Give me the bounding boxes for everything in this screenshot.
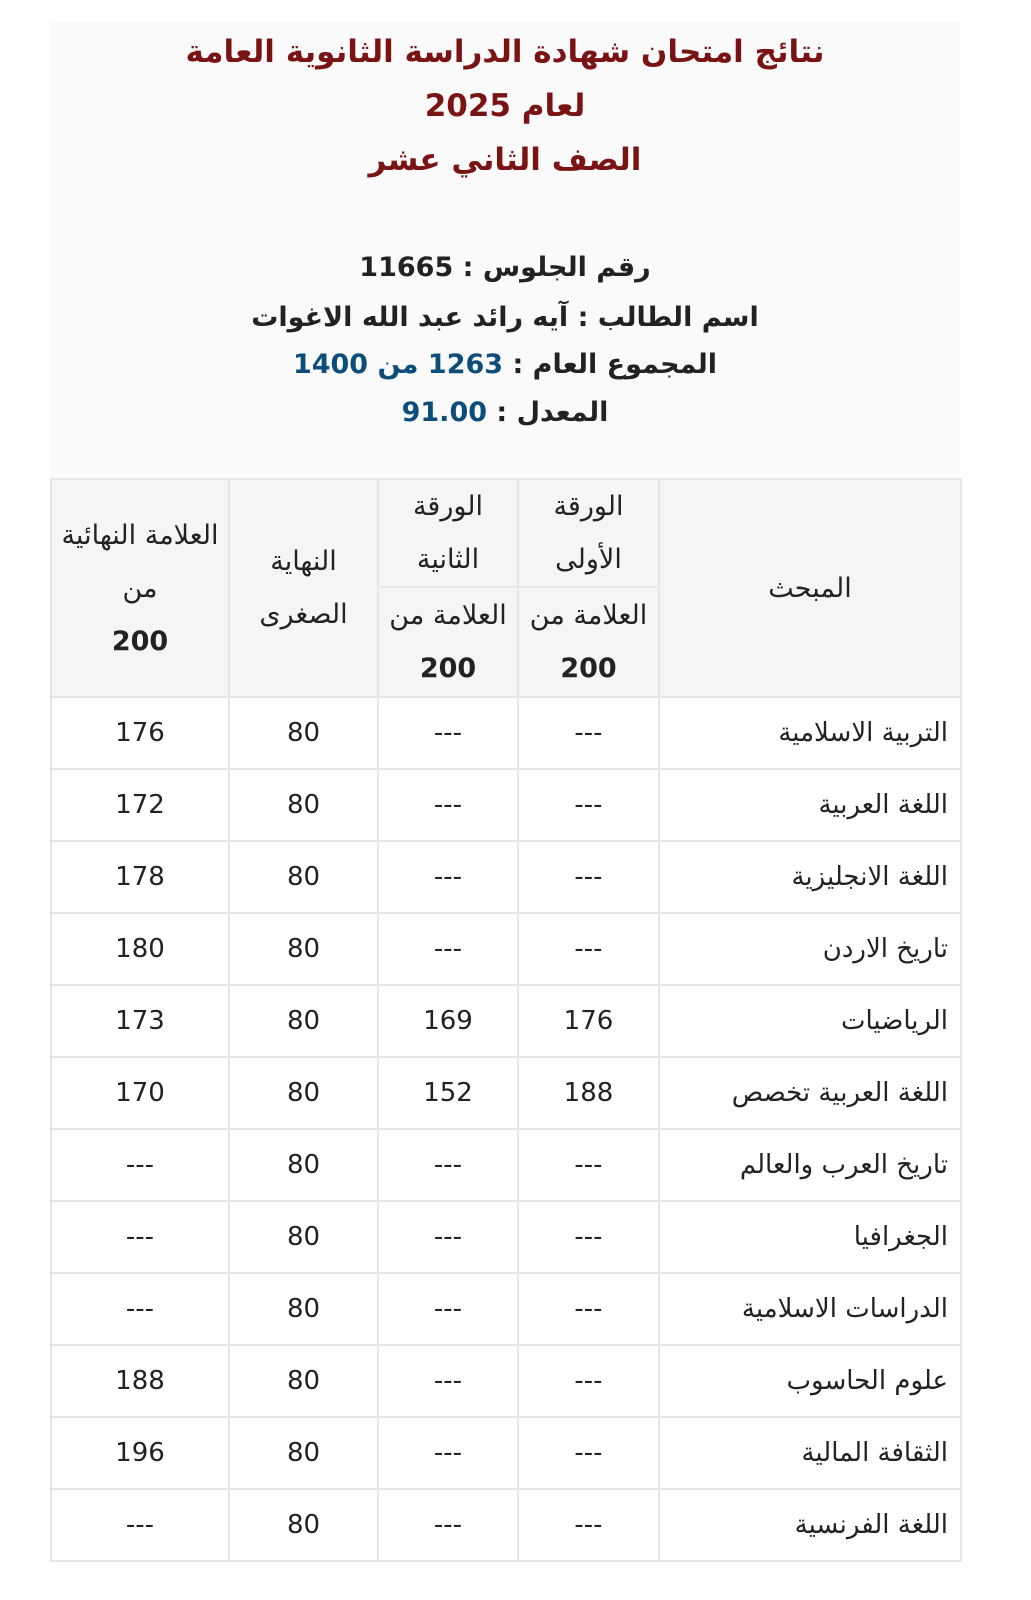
results-header-card [50,22,960,478]
paper1-cell: --- [518,1489,659,1561]
final-cell: 172 [51,769,229,841]
paper2-cell: --- [378,1201,518,1273]
min-end-cell: 80 [229,1057,378,1129]
min-end-cell: 80 [229,697,378,769]
table-row [51,769,961,841]
min-end-cell: 80 [229,1273,378,1345]
grade-level: الصف الثاني عشر [368,142,642,178]
total-score-label: المجموع العام : [503,349,718,380]
exam-year: لعام 2025 [424,88,586,124]
paper2-cell: --- [378,913,518,985]
total-score-value: 1263 من 1400 [292,349,504,380]
final-cell: 176 [51,697,229,769]
header-subject: المبحث [659,479,961,697]
paper1-cell: --- [518,1417,659,1489]
seat-number-label: رقم الجلوس : [453,252,651,283]
final-cell: --- [51,1129,229,1201]
table-row [51,841,961,913]
min-end-cell: 80 [229,1201,378,1273]
header-paper1-sub [518,587,659,697]
min-end-cell: 80 [229,841,378,913]
subject-cell: اللغة الفرنسية [659,1489,961,1561]
min-end-cell: 80 [229,1345,378,1417]
header-paper2-sub-label: العلامة من [389,600,507,631]
final-cell: 170 [51,1057,229,1129]
subject-cell: التربية الاسلامية [659,697,961,769]
paper1-cell: --- [518,1273,659,1345]
table-row [51,1489,961,1561]
paper2-cell: 169 [378,985,518,1057]
paper1-cell: --- [518,769,659,841]
paper1-cell: --- [518,841,659,913]
table-row [51,1129,961,1201]
final-cell: 173 [51,985,229,1057]
subject-cell: الرياضيات [659,985,961,1057]
paper1-cell: --- [518,1201,659,1273]
paper2-cell: --- [378,841,518,913]
final-cell: 178 [51,841,229,913]
seat-number-line [50,250,960,286]
header-paper2: الورقة الثانية [378,479,518,587]
paper2-cell: --- [378,1489,518,1561]
min-end-cell: 80 [229,985,378,1057]
min-end-cell: 80 [229,769,378,841]
results-table-body [51,697,961,1561]
paper2-cell: 152 [378,1057,518,1129]
table-row [51,985,961,1057]
min-end-cell: 80 [229,1129,378,1201]
subject-cell: علوم الحاسوب [659,1345,961,1417]
paper1-cell: 188 [518,1057,659,1129]
table-row [51,1201,961,1273]
header-paper2-sub-number: 200 [419,653,477,684]
average-label: المعدل : [487,397,609,428]
min-end-cell: 80 [229,913,378,985]
paper1-cell: 176 [518,985,659,1057]
student-name-label: اسم الطالب : [568,302,759,333]
results-table-header [51,479,961,697]
paper1-cell: --- [518,1345,659,1417]
student-name-value: آيه رائد عبد الله الاغوات [251,302,569,333]
final-cell: 196 [51,1417,229,1489]
table-row [51,913,961,985]
paper2-cell: --- [378,1129,518,1201]
subject-cell: الجغرافيا [659,1201,961,1273]
min-end-cell: 80 [229,1489,378,1561]
subject-cell: اللغة العربية [659,769,961,841]
paper2-cell: --- [378,697,518,769]
total-score-line [50,347,960,383]
paper1-cell: --- [518,913,659,985]
paper2-cell: --- [378,1273,518,1345]
header-paper1: الورقة الأولى [518,479,659,587]
subject-cell: الثقافة المالية [659,1417,961,1489]
final-cell: --- [51,1489,229,1561]
paper2-cell: --- [378,1417,518,1489]
header-final [51,479,229,697]
page-title: نتائج امتحان شهادة الدراسة الثانوية العامة [185,34,825,70]
header-final-label: العلامة النهائية من [61,519,219,604]
header-min-end: النهاية الصغرى [229,479,378,697]
paper2-cell: --- [378,769,518,841]
table-row [51,697,961,769]
results-table [50,478,962,1562]
header-paper1-sub-label: العلامة من [529,600,648,631]
average-value: 91.00 [401,397,488,428]
subject-cell: تاريخ الاردن [659,913,961,985]
paper2-cell: --- [378,1345,518,1417]
header-final-number: 200 [111,625,169,657]
min-end-cell: 80 [229,1417,378,1489]
student-name-line [50,300,960,336]
subject-cell: تاريخ العرب والعالم [659,1129,961,1201]
header-paper1-sub-number: 200 [560,653,617,684]
seat-number-value: 11665 [359,252,454,283]
final-cell: 188 [51,1345,229,1417]
table-row [51,1057,961,1129]
subject-cell: اللغة الانجليزية [659,841,961,913]
header-paper2-sub [378,587,518,697]
final-cell: 180 [51,913,229,985]
table-row [51,1417,961,1489]
subject-cell: الدراسات الاسلامية [659,1273,961,1345]
table-row [51,1273,961,1345]
final-cell: --- [51,1201,229,1273]
paper1-cell: --- [518,1129,659,1201]
subject-cell: اللغة العربية تخصص [659,1057,961,1129]
final-cell: --- [51,1273,229,1345]
table-row [51,1345,961,1417]
paper1-cell: --- [518,697,659,769]
average-line [50,395,960,431]
